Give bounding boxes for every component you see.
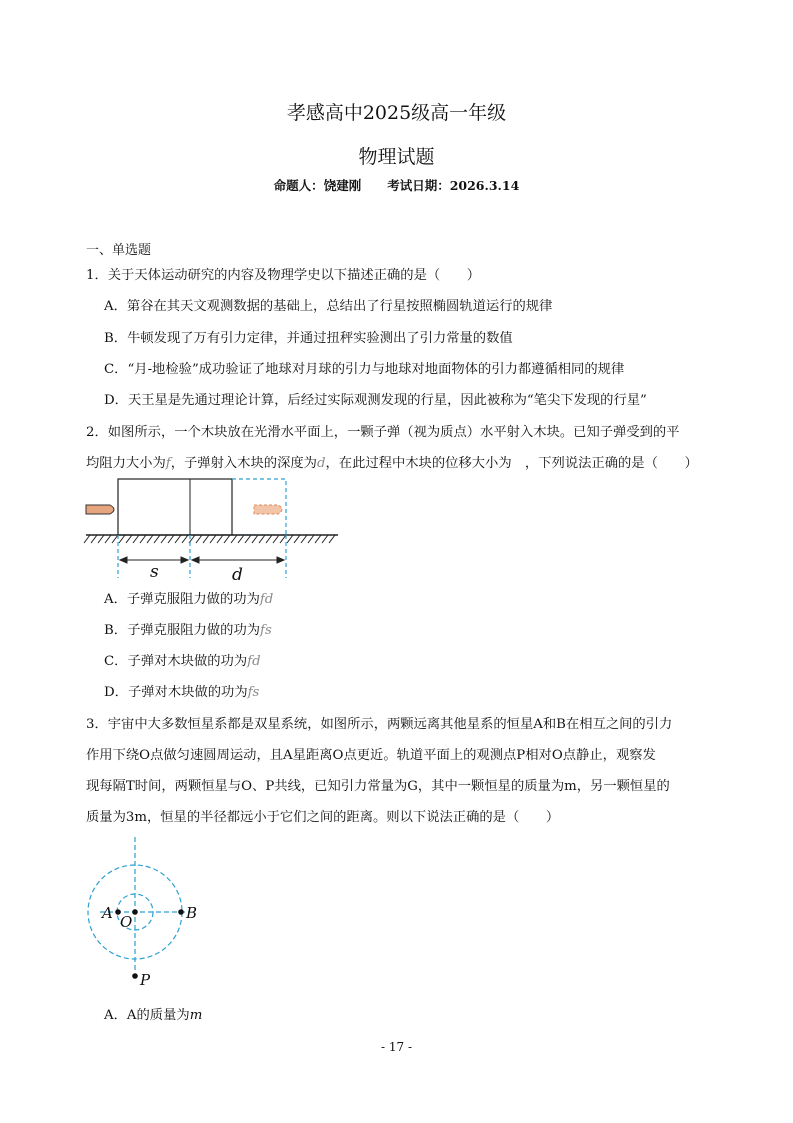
q2-symbol-d: d xyxy=(316,456,326,471)
section-title: 一、单选题 xyxy=(86,243,152,258)
label-o: O xyxy=(120,913,133,931)
exam-date: 2026.3.14 xyxy=(449,178,520,193)
label-d: d xyxy=(232,565,243,585)
q2-stem-line2 xyxy=(86,452,698,471)
q2-option-c xyxy=(104,650,261,669)
q3-option-a-text: A．A的质量为 xyxy=(104,1008,190,1023)
q2-option-d-text: D．子弹对木块做的功为 xyxy=(104,685,248,700)
q3-stem-line3: 现每隔T时间，两颗恒星与O、P共线，已知引力常量为G，其中一颗恒星的质量为m，另一颗恒星的 xyxy=(86,779,670,794)
q3-stem-line4: 质量为3m，恒星的半径都远小于它们之间的距离。则以下说法正确的是（ ） xyxy=(86,810,560,825)
q1-option-d: D．天王星是先通过理论计算，后经过实际观测发现的行星，因此被称为“笔尖下发现的行星” xyxy=(104,393,647,408)
ground-hatching xyxy=(84,535,335,543)
q2-option-b-formula: fs xyxy=(260,623,272,638)
q2-symbol-f: f xyxy=(165,456,171,471)
q2-option-c-text: C．子弹对木块做的功为 xyxy=(104,654,248,669)
q2-option-a-formula: fd xyxy=(259,592,274,607)
star-b xyxy=(178,909,184,915)
embedded-bullet-icon xyxy=(254,505,282,514)
q2-option-d-formula: fs xyxy=(247,685,260,700)
q3-stem-line1: 3．宇宙中大多数恒星系都是双星系统，如图所示，两颗远离其他星系的恒星A和B在相互之间的引力 xyxy=(86,717,673,732)
author-name: 饶建刚 xyxy=(323,178,362,193)
q2-option-c-formula: fd xyxy=(247,654,261,669)
author-label: 命题人： xyxy=(273,178,324,193)
q3-stem-line2: 作用下绕O点做匀速圆周运动，且A星距离O点更近。轨道平面上的观测点P相对O点静止，观察发 xyxy=(86,748,656,763)
q2-option-a xyxy=(104,588,273,607)
exam-title: 孝感高中2025级高一年级 xyxy=(286,102,507,124)
q2-text-part: ，子弹射入木块的深度为 xyxy=(170,456,317,471)
observer-p xyxy=(132,973,138,979)
q2-option-a-text: A．子弹克服阻力做的功为 xyxy=(104,592,260,607)
q1-stem: 1．关于天体运动研究的内容及物理学史以下描述正确的是（ ） xyxy=(86,268,481,283)
wood-block xyxy=(118,479,232,535)
q2-figure xyxy=(80,470,350,585)
center-o xyxy=(132,909,138,915)
q1-option-a: A．第谷在其天文观测数据的基础上，总结出了行星按照椭圆轨道运行的规律 xyxy=(104,299,553,314)
q2-option-d xyxy=(104,681,259,700)
page-number: - 17 - xyxy=(380,1040,412,1054)
q2-option-b-text: B．子弹克服阻力做的功为 xyxy=(104,623,261,638)
q3-option-a xyxy=(104,1004,202,1023)
label-s: s xyxy=(150,562,159,582)
q2-text-part: 均阻力大小为 xyxy=(86,456,166,471)
measure-guides xyxy=(118,535,286,578)
exam-meta xyxy=(0,176,793,194)
q2-stem-line1: 2．如图所示，一个木块放在光滑水平面上，一颗子弹（视为质点）水平射入木块。已知子弹受到的平 xyxy=(86,425,680,440)
q3-figure xyxy=(80,835,200,995)
label-a: A xyxy=(102,904,113,922)
label-b: B xyxy=(186,904,198,922)
bullet-icon xyxy=(86,505,114,514)
date-label: 考试日期： xyxy=(387,178,450,193)
exam-subtitle: 物理试题 xyxy=(358,146,435,168)
q2-text-part: ，在此过程中木块的位移大小为 ，下列说法正确的是（ ） xyxy=(325,456,698,471)
dimension-arrows xyxy=(120,557,284,563)
label-p: P xyxy=(140,971,151,989)
q3-option-a-formula: m xyxy=(189,1008,203,1023)
q2-option-b xyxy=(104,619,272,638)
q1-option-c: C．“月-地检验”成功验证了地球对月球的引力与地球对地面物体的引力都遵循相同的规律 xyxy=(104,362,625,377)
q1-option-b: B．牛顿发现了万有引力定律，并通过扭秤实验测出了引力常量的数值 xyxy=(104,331,513,346)
